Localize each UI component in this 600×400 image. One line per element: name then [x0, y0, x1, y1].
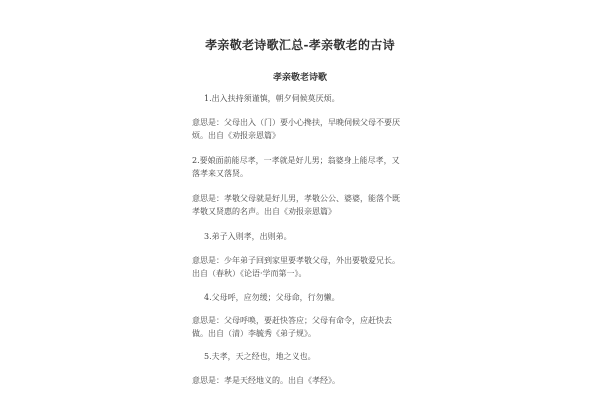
meaning-line: 意思是：父母出入（门）要小心搀扶，早晚伺候父母不要厌	[192, 118, 400, 127]
meaning-line: 烦。出自《劝报亲恩篇》	[192, 131, 280, 140]
meaning-line: 孝敬又贤惠的名声。出自《劝报亲恩篇》	[192, 207, 336, 216]
meaning-line: 意思是：孝敬父母就是好儿男，孝敬公公、婆婆，能落个既	[192, 194, 400, 203]
section-heading: 孝亲敬老诗歌	[272, 73, 327, 83]
poem-line: 1.出入扶持须谨慎，朝夕伺候莫厌烦。	[204, 94, 340, 103]
poem-line: 3.弟子入则孝，出则弟。	[204, 232, 292, 241]
poem-line: 落孝来又落贤。	[192, 169, 248, 178]
poem-line: 2.要娘面前能尽孝，一孝就是好儿男；翁婆身上能尽孝，又	[192, 156, 400, 165]
meaning-line: 意思是：少年弟子回到家里要孝敬父母，外出要敬爱兄长。	[192, 256, 400, 265]
poem-line: 5.夫孝，天之经也，地之义也。	[204, 352, 316, 361]
meaning-line: 出自（春秋）《论语·学而第一》。	[192, 269, 307, 278]
document-title: 孝亲敬老诗歌汇总-孝亲敬老的古诗	[205, 38, 395, 52]
meaning-line: 意思是：孝是天经地义的。出自《孝经》。	[192, 376, 340, 385]
meaning-line: 意思是：父母呼唤，要赶快答应；父母有命令，应赶快去	[192, 316, 392, 325]
poem-line: 4.父母呼，应勿缓；父母命，行勿懒。	[204, 293, 340, 302]
meaning-line: 做。出自（清）李毓秀《弟子规》。	[192, 329, 316, 338]
